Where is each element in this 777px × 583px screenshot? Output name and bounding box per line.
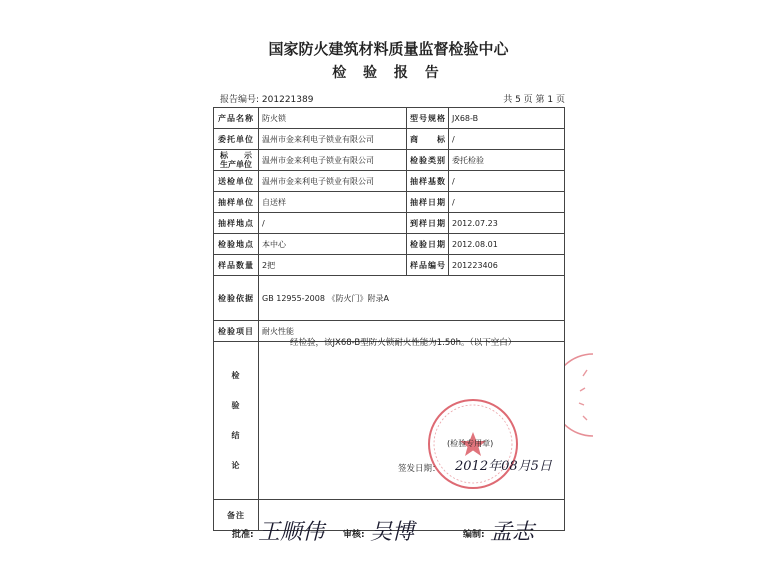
table-row (214, 213, 565, 234)
conclusion-char: 检 (231, 371, 241, 380)
sample-place-label: 抽样地点 (214, 213, 259, 234)
sample-date-value: / (449, 192, 565, 213)
org-title: 国家防火建筑材料质量监督检验中心 (268, 40, 509, 58)
model-label: 型号规格 (407, 108, 449, 129)
table-row (214, 129, 565, 150)
client-label: 委托单位 (214, 129, 259, 150)
sample-date-label: 抽样日期 (407, 192, 449, 213)
sampler-value: 自送样 (259, 192, 407, 213)
arrive-date-label: 到样日期 (407, 213, 449, 234)
prepare-signature: 孟志 (490, 520, 535, 545)
sample-place-value: / (259, 213, 407, 234)
item-value: 耐火性能 (259, 321, 565, 342)
prepare-label: 编制: (463, 530, 485, 540)
producer-label (214, 150, 259, 171)
conclusion-label (214, 342, 259, 500)
product-value: 防火锁 (259, 108, 407, 129)
conclusion-char: 论 (231, 461, 241, 470)
table-row (214, 192, 565, 213)
trademark-value: / (449, 129, 565, 150)
test-type-value: 委托检验 (449, 150, 565, 171)
page-indicator: 共 5 页 第 1 页 (503, 95, 565, 105)
sender-label: 送检单位 (214, 171, 259, 192)
producer-value: 温州市金来利电子锁业有限公司 (259, 150, 407, 171)
review-label: 审核: (343, 530, 365, 540)
table-row (214, 234, 565, 255)
sender-value: 温州市金来利电子锁业有限公司 (259, 171, 407, 192)
basis-label: 检验依据 (214, 276, 259, 321)
producer-label-line2: 生产单位 (220, 160, 252, 169)
partial-seal-icon (565, 350, 595, 440)
basis-value: GB 12955-2008 《防火门》附录A (259, 276, 565, 321)
model-value: JX68-B (449, 108, 565, 129)
test-type-label: 检验类别 (407, 150, 449, 171)
table-row (214, 171, 565, 192)
product-label: 产品名称 (214, 108, 259, 129)
producer-label-line1: 标 示 (220, 151, 252, 160)
conclusion-char: 验 (231, 401, 241, 410)
doc-title: 检 验 报 告 (332, 65, 445, 81)
report-number-value: 201221389 (261, 95, 314, 105)
sample-base-value: / (449, 171, 565, 192)
sample-base-label: 抽样基数 (407, 171, 449, 192)
approve-signature: 王顺伟 (258, 520, 325, 545)
sign-date-handwritten: 2012年08月5日 (455, 459, 552, 474)
sampler-label: 抽样单位 (214, 192, 259, 213)
sample-no-value: 201223406 (449, 255, 565, 276)
sign-date-label: 签发日期： (398, 464, 441, 474)
conclusion-text: 经检验，该JX68-B型防火锁耐火性能为1.50h。（以下空白） (290, 338, 517, 348)
test-date-value: 2012.08.01 (449, 234, 565, 255)
table-row (214, 276, 565, 321)
sample-no-label: 样品编号 (407, 255, 449, 276)
trademark-label: 商 标 (407, 129, 449, 150)
item-label: 检验项目 (214, 321, 259, 342)
table-row (214, 108, 565, 129)
qty-label: 样品数量 (214, 255, 259, 276)
stamp-caption: (检验专用章) (447, 439, 494, 448)
test-date-label: 检验日期 (407, 234, 449, 255)
approve-label: 批准: (232, 530, 254, 540)
test-place-value: 本中心 (259, 234, 407, 255)
report-number-label: 报告编号: (220, 95, 260, 105)
remark-label: 备注 (214, 500, 259, 531)
review-signature: 吴博 (370, 520, 415, 545)
conclusion-char: 结 (231, 431, 241, 440)
table-row (214, 255, 565, 276)
test-place-label: 检验地点 (214, 234, 259, 255)
qty-value: 2把 (259, 255, 407, 276)
table-row (214, 150, 565, 171)
client-value: 温州市金来利电子锁业有限公司 (259, 129, 407, 150)
report-number (220, 92, 313, 105)
arrive-date-value: 2012.07.23 (449, 213, 565, 234)
